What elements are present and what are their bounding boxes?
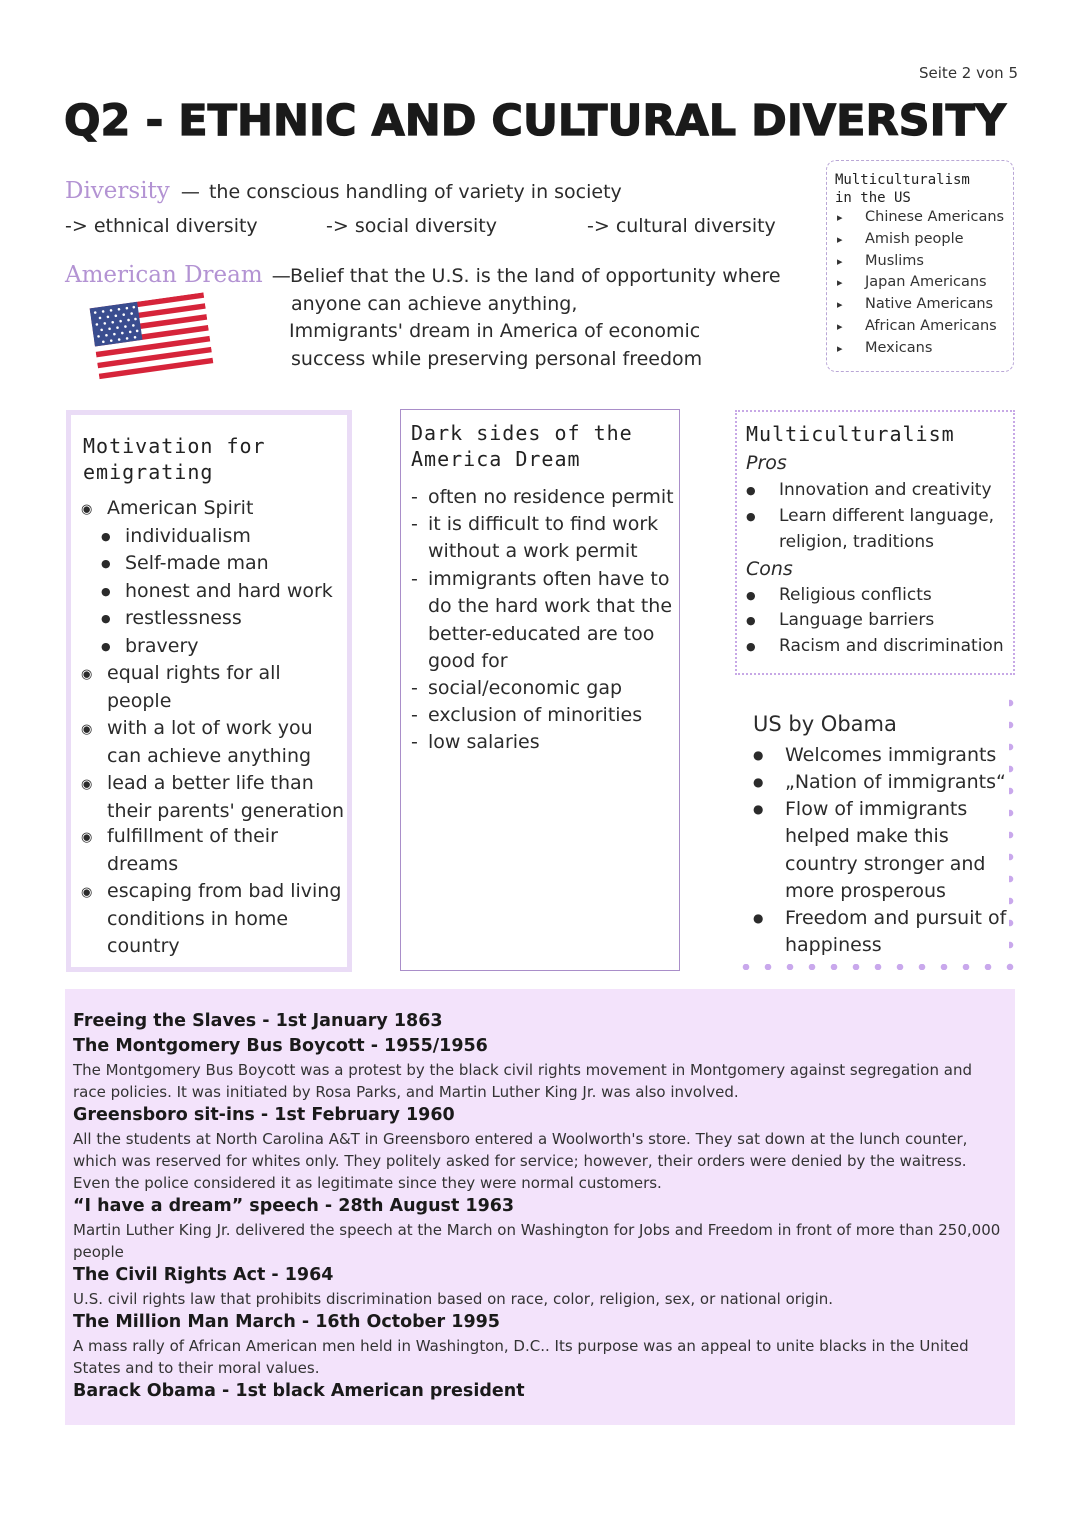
american-dream-line-1: Belief that the U.S. is the land of opportunity where	[290, 265, 781, 287]
pros-label: Pros	[746, 452, 787, 474]
diversity-dash: —	[180, 181, 200, 203]
list-item: ● restlessness	[101, 605, 242, 633]
list-item: ▸ Amish people	[837, 229, 1004, 251]
circle-bullet-icon: ◉	[81, 667, 93, 682]
list-item: - exclusion of minorities	[411, 704, 643, 726]
list-item: ● Religious conflicts	[746, 585, 932, 605]
motivation-box	[66, 410, 352, 972]
timeline-heading: Greensboro sit-ins - 1st February 1960	[73, 1105, 455, 1125]
circle-bullet-icon: ◉	[81, 885, 93, 900]
list-item: ● individualism	[101, 523, 251, 551]
timeline-text: Martin Luther King Jr. delivered the speech at the March on Washington for Jobs and Freedom in front of more than 250,000 people	[73, 1221, 1001, 1261]
list-item: ◉ fulfillment of their dreams	[81, 825, 278, 875]
diversity-type-social: -> social diversity	[326, 215, 497, 237]
list-item: ◉ with a lot of work you can achieve anything	[81, 717, 313, 767]
motivation-header-line: Motivation for	[83, 434, 266, 458]
american-dream-term: American Dream	[65, 262, 263, 288]
multiculturalism-us-box	[826, 160, 1014, 372]
list-item: ▸ Chinese Americans	[837, 207, 1004, 229]
multiculturalism-header: Multiculturalism	[746, 422, 955, 446]
list-item: ● Self-made man	[101, 550, 269, 578]
timeline-heading: “I have a dream” speech - 28th August 1963	[73, 1196, 515, 1216]
circle-bullet-icon: ◉	[81, 830, 93, 845]
list-item: ● Language barriers	[746, 610, 935, 630]
page-title: Q2 - ETHNIC AND CULTURAL DIVERSITY	[64, 96, 1007, 146]
list-item: ● Learn different language, religion, traditions	[746, 506, 995, 552]
diversity-definition	[65, 178, 622, 204]
list-item: ◉ escaping from bad living conditions in home country	[81, 880, 342, 957]
list-item: - it is difficult to find work without a work permit	[411, 513, 659, 563]
multiculturalism-box	[735, 410, 1015, 675]
obama-box-inner	[741, 698, 1009, 964]
timeline-text: All the students at North Carolina A&T in Greensboro entered a Woolworth's store. They sat down at the lunch counter, which was reserved for whites only. They politely asked for service; however, their orders were denied by the waitress. Even the police considered it as legitimate since they were normal customers.	[73, 1130, 968, 1192]
list-item: ● „Nation of immigrants“	[753, 771, 1006, 793]
list-item: ▸ Native Americans	[837, 294, 1004, 316]
american-dream-line-3: Immigrants' dream in America of economic	[289, 320, 701, 342]
list-item: ▸ Mexicans	[837, 338, 1004, 360]
page-number: Seite 2 von 5	[919, 64, 1018, 82]
list-item: ● honest and hard work	[101, 578, 333, 606]
motivation-header-line: emigrating	[83, 460, 214, 484]
list-item: ● Welcomes immigrants	[753, 744, 997, 766]
multiculturalism-us-list	[837, 207, 1004, 360]
obama-box	[735, 692, 1015, 970]
timeline-heading: The Million Man March - 16th October 1995	[73, 1312, 500, 1332]
dark-sides-header-line: America Dream	[411, 447, 581, 471]
timeline-heading: Barack Obama - 1st black American president	[73, 1381, 525, 1401]
timeline-heading: The Civil Rights Act - 1964	[73, 1265, 334, 1285]
multiculturalism-us-header: Multiculturalism in the US	[835, 172, 970, 206]
list-item: - immigrants often have to do the hard work that the better-educated are too good for	[411, 568, 673, 672]
dark-sides-box	[400, 409, 680, 971]
civil-rights-timeline	[65, 989, 1015, 1425]
timeline-heading: The Montgomery Bus Boycott - 1955/1956	[73, 1036, 488, 1056]
list-item: - social/economic gap	[411, 677, 623, 699]
dark-sides-header	[411, 420, 633, 472]
american-dream-line-4: success while preserving personal freedom	[291, 348, 703, 370]
list-item: ● Racism and discrimination	[746, 636, 1004, 656]
american-dream-heading	[65, 262, 291, 288]
american-dream-dash: —	[271, 265, 291, 287]
list-item: ◉ equal rights for all people	[81, 662, 281, 712]
list-item: ▸ Muslims	[837, 251, 1004, 273]
american-dream-line-2: anyone can achieve anything,	[291, 293, 578, 315]
list-item: ◉ American Spirit	[81, 495, 253, 524]
list-item: - often no residence permit	[411, 486, 674, 508]
list-item: - low salaries	[411, 731, 540, 753]
list-item: ● Innovation and creativity	[746, 480, 992, 500]
circle-bullet-icon: ◉	[81, 502, 93, 517]
timeline-text: U.S. civil rights law that prohibits discrimination based on race, color, religion, sex, or national origin.	[73, 1290, 834, 1308]
list-item: ▸ Japan Americans	[837, 272, 1004, 294]
diversity-term: Diversity	[65, 178, 170, 204]
diversity-type-ethnical: -> ethnical diversity	[65, 215, 258, 237]
cons-label: Cons	[746, 558, 793, 580]
timeline-text: A mass rally of African American men held in Washington, D.C.. Its purpose was an appeal to unite blacks in the United States and to their moral values.	[73, 1337, 969, 1377]
list-item: ● Flow of immigrants helped make this country stronger and more prosperous	[753, 798, 986, 902]
timeline-heading: Freeing the Slaves - 1st January 1863	[73, 1011, 443, 1031]
list-item: ◉ lead a better life than their parents' generation	[81, 772, 345, 822]
motivation-header	[83, 433, 266, 485]
timeline-text: The Montgomery Bus Boycott was a protest by the black civil rights movement in Montgomery against segregation and race policies. It was initiated by Rosa Parks, and Martin Luther King Jr. was also involved.	[73, 1061, 972, 1101]
list-item: ▸ African Americans	[837, 316, 1004, 338]
us-flag-icon	[90, 292, 214, 379]
diversity-type-cultural: -> cultural diversity	[587, 215, 776, 237]
circle-bullet-icon: ◉	[81, 722, 93, 737]
dark-sides-header-line: Dark sides of the	[411, 421, 633, 445]
diversity-text: the conscious handling of variety in society	[208, 181, 622, 203]
list-item: ● Freedom and pursuit of happiness	[753, 907, 1007, 957]
list-item: ● bravery	[101, 633, 199, 661]
obama-header: US by Obama	[753, 712, 897, 736]
circle-bullet-icon: ◉	[81, 777, 93, 792]
